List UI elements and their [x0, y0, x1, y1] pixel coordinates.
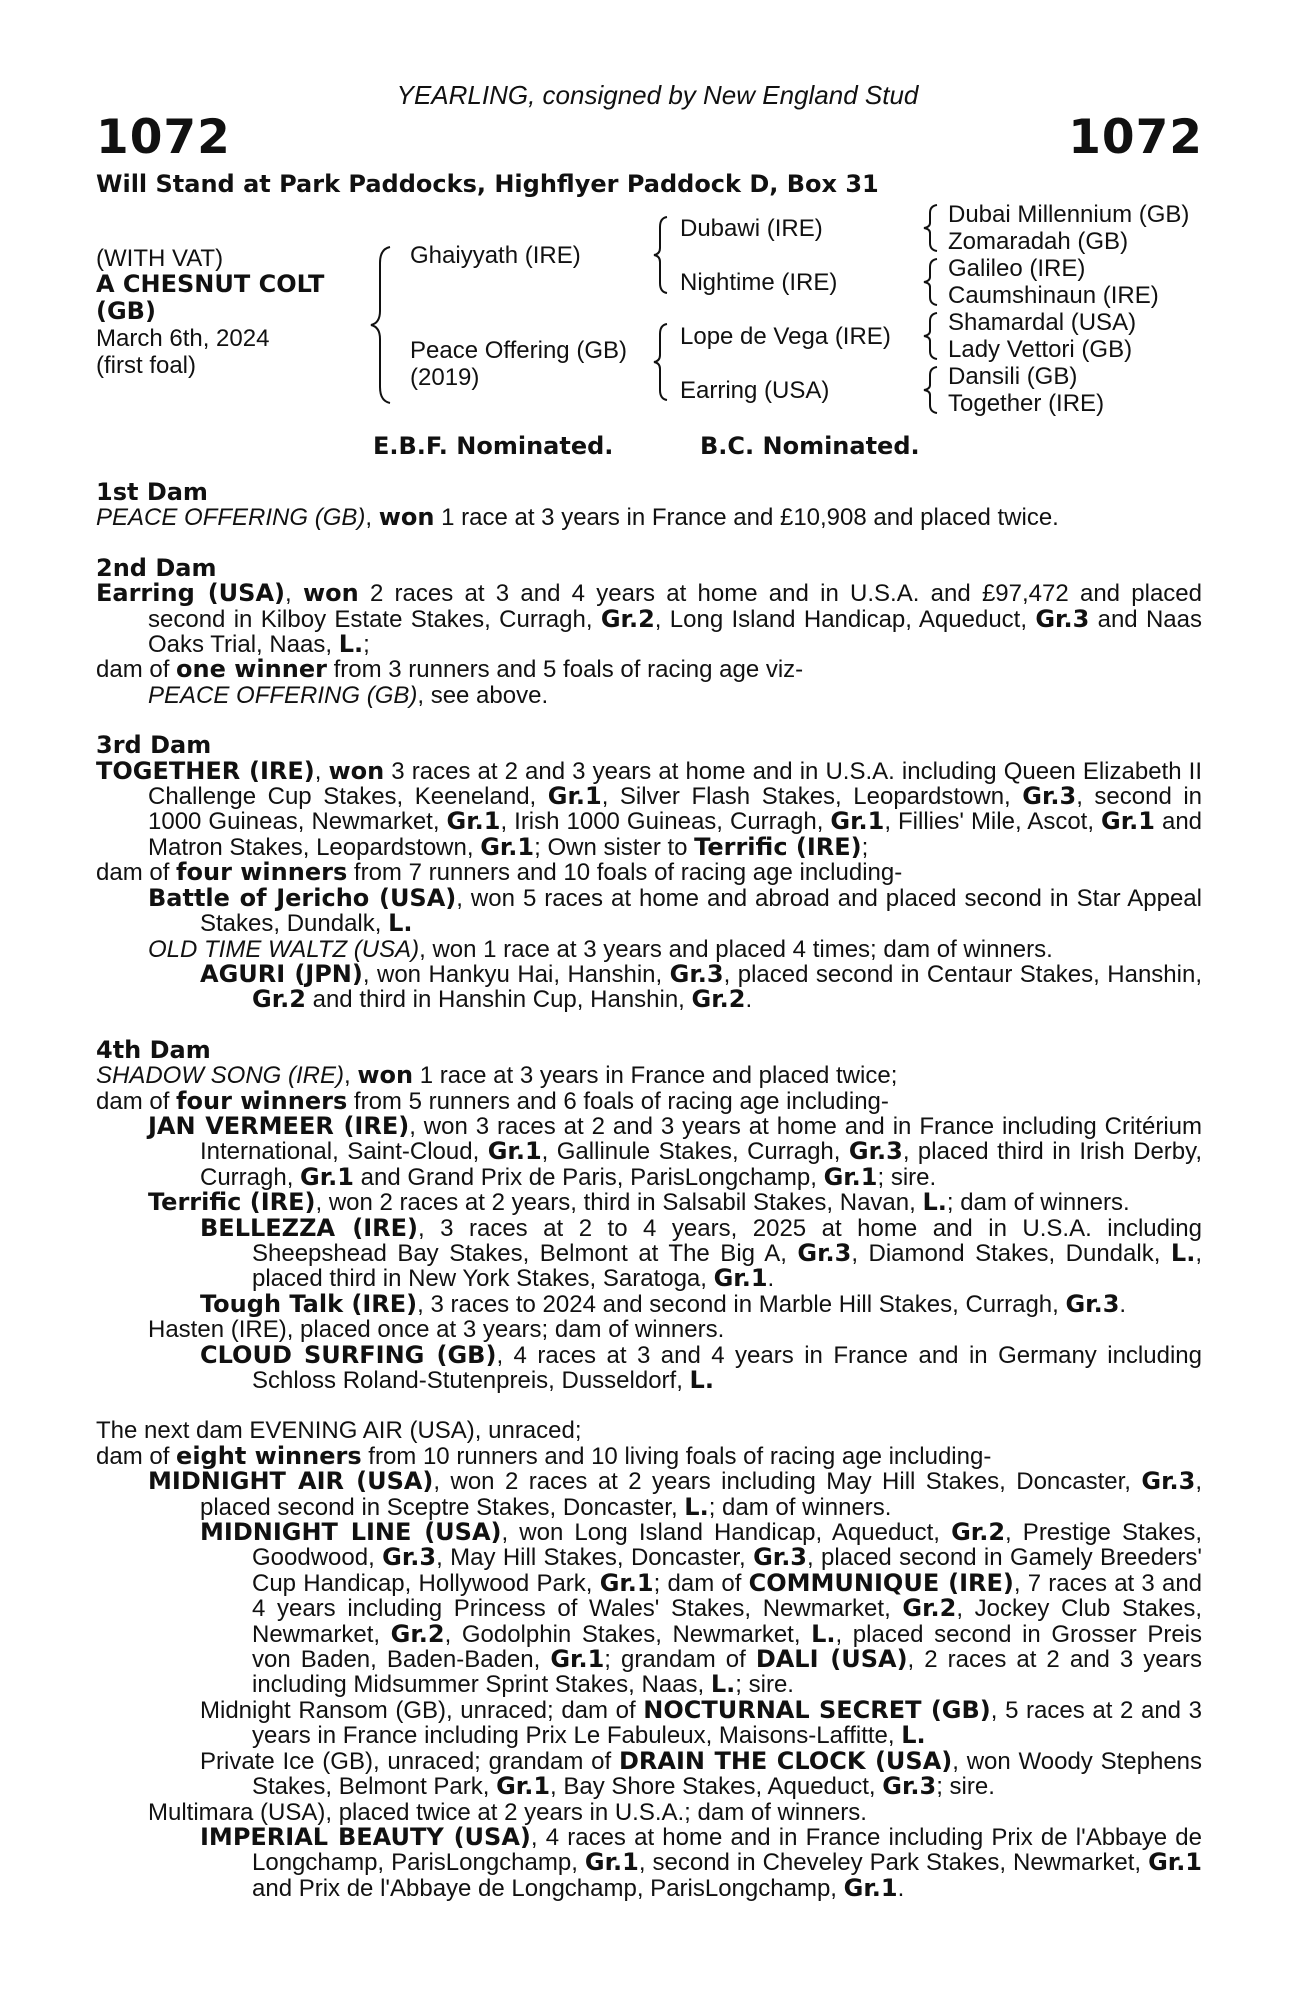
italic-text: SHADOW SONG (IRE): [96, 1062, 345, 1090]
bold-text: Gr.1: [1101, 807, 1155, 836]
pedigree-entry: [96, 937, 1202, 962]
text-run: , won 3 races at 2 and 3 years at home and in France including Critérium International, Saint-Cloud,: [200, 1112, 1202, 1166]
sire-name: Ghaiyyath (IRE): [410, 242, 581, 269]
text-run: ; sire.: [735, 1671, 794, 1699]
bold-text: Gr.2: [600, 604, 655, 633]
bold-text: Gr.1: [713, 1264, 768, 1293]
text-run: , 3 races to 2024 and second in Marble Hill Stakes, Curragh,: [417, 1290, 1066, 1318]
text-run: 3 races at 2 and 3 years at home and in U.S.A. including Queen Elizabeth II Challenge Cup Stakes, Keeneland,: [148, 757, 1202, 811]
bold-text: won: [357, 1061, 414, 1090]
bold-text: Gr.3: [1065, 1289, 1120, 1318]
dam-section: [96, 733, 1202, 1012]
bold-text: Gr.1: [599, 1568, 654, 1597]
bold-text: TOGETHER (IRE): [96, 756, 315, 785]
pedigree-entry: [96, 1289, 1202, 1318]
text-run: , 7 races at 3 and 4 years including Princess of Wales' Stakes, Newmarket,: [252, 1569, 1203, 1623]
bold-text: Gr.3: [1141, 1467, 1196, 1496]
text-run: , won 5 races at home and abroad and placed second in Star Appeal Stakes, Dundalk,: [200, 884, 1202, 938]
pedigree-entry: [96, 1520, 1202, 1698]
gen2-item: Dubawi (IRE): [680, 215, 823, 242]
text-run: ; sire.: [877, 1163, 937, 1191]
bold-text: CLOUD SURFING (GB): [200, 1340, 497, 1369]
text-run: and Naas Oaks Trial, Naas,: [148, 605, 1202, 659]
text-run: , won Woody Stephens Stakes, Belmont Park,: [252, 1747, 1203, 1801]
bold-text: Terrific (IRE): [148, 1188, 316, 1217]
bold-text: Earring (USA): [96, 579, 285, 608]
gen3-brace: [922, 311, 940, 361]
pedigree-entry: [96, 1469, 1202, 1520]
gen3-item: Galileo (IRE): [948, 255, 1086, 282]
gen3-item: Zomaradah (GB): [948, 228, 1129, 255]
dam-year: (2019): [410, 364, 480, 391]
bc-nomination: B.C. Nominated.: [700, 432, 920, 460]
gen3-brace: [922, 203, 940, 253]
dam-section: [96, 553, 1202, 709]
text-run: from 7 runners and 10 foals of racing age including-: [347, 859, 903, 887]
bold-text: Gr.1: [547, 782, 602, 811]
italic-text: PEACE OFFERING (GB): [96, 504, 366, 532]
text-run: , Jockey Club Stakes, Newmarket,: [252, 1595, 1203, 1648]
pedigree-entry: [96, 1418, 1202, 1443]
bold-text: Gr.1: [843, 1873, 898, 1902]
bold-text: Gr.3: [1035, 604, 1090, 633]
stand-location: Will Stand at Park Paddocks, Highflyer Paddock D, Box 31: [96, 170, 879, 198]
text-run: and Prix de l'Abbaye de Longchamp, ParisLongchamp,: [252, 1874, 844, 1902]
subject-name-line2: (GB): [96, 297, 156, 325]
text-run: 1 race at 3 years in France and placed twice;: [413, 1062, 898, 1090]
text-run: , placed second in Gamely Breeders' Cup Handicap, Hollywood Park,: [252, 1544, 1203, 1597]
gen3-item: Dubai Millennium (GB): [948, 201, 1190, 228]
ebf-nomination: E.B.F. Nominated.: [373, 432, 614, 460]
bold-text: MIDNIGHT AIR (USA): [148, 1467, 434, 1496]
dam-section: [96, 1418, 1202, 1901]
text-run: ,: [285, 580, 303, 608]
text-run: , placed second in Grosser Preis von Baden, Baden-Baden,: [252, 1620, 1203, 1674]
foal-note: (first foal): [96, 352, 197, 379]
text-run: 2 races at 3 and 4 years at home and in U.S.A. and £97,472 and placed second in Kilboy Estate Stakes, Curragh,: [148, 580, 1202, 633]
text-run: , Gallinule Stakes, Curragh,: [541, 1138, 849, 1166]
pedigree-entry: [96, 683, 1202, 708]
text-run: , won 1 race at 3 years and placed 4 times; dam of winners.: [419, 935, 1053, 963]
pedigree-entry: [96, 1746, 1203, 1801]
pedigree-entry: [96, 959, 1202, 1014]
bold-text: Gr.1: [1148, 1848, 1203, 1877]
text-run: , Prestige Stakes, Goodwood,: [252, 1519, 1202, 1572]
pedigree-entry: [96, 581, 1202, 657]
bold-text: L.: [689, 1366, 714, 1394]
text-run: , 4 races at 3 and 4 years in France and in Germany including Schloss Roland-Stutenpreis, Dusseldorf,: [252, 1341, 1202, 1394]
bold-text: Gr.1: [823, 1162, 878, 1191]
bold-text: Gr.3: [753, 1543, 808, 1572]
text-run: from 10 runners and 10 living foals of racing age including-: [361, 1442, 992, 1470]
text-run: ,: [344, 1062, 358, 1090]
text-run: , Silver Flash Stakes, Leopardstown,: [601, 783, 1023, 811]
dam-name: Peace Offering (GB): [410, 337, 627, 364]
pedigree-entry: [96, 1213, 1202, 1293]
text-run: ; grandam of: [604, 1646, 756, 1674]
bold-text: DRAIN THE CLOCK (USA): [618, 1746, 953, 1775]
bold-text: MIDNIGHT LINE (USA): [200, 1518, 502, 1547]
bold-text: Gr.2: [951, 1518, 1006, 1547]
bold-text: four winners: [176, 1086, 348, 1115]
text-run: , Fillies' Mile, Ascot,: [884, 808, 1102, 836]
text-run: ; sire.: [936, 1773, 995, 1801]
bold-text: Gr.1: [446, 807, 501, 836]
bold-text: Gr.2: [252, 985, 306, 1014]
bold-text: L.: [710, 1670, 736, 1699]
text-run: , 5 races at 2 and 3 years in France including Prix Le Fabuleux, Maisons-Laffitte,: [252, 1696, 1202, 1750]
text-run: , second in 1000 Guineas, Newmarket,: [148, 783, 1203, 836]
text-run: .: [897, 1874, 905, 1902]
bold-text: Gr.3: [882, 1772, 937, 1801]
lot-number-left: 1072: [96, 110, 231, 165]
pedigree-entry: [96, 657, 1202, 682]
bold-text: Gr.1: [584, 1848, 639, 1877]
section-heading: 3rd Dam: [96, 731, 212, 760]
bold-text: Gr.3: [797, 1238, 852, 1267]
family-details: [96, 480, 1202, 1926]
text-run: Multimara (USA), placed twice at 2 years in U.S.A.; dam of winners.: [148, 1798, 867, 1826]
text-run: , placed second in Sceptre Stakes, Doncaster,: [200, 1468, 1203, 1521]
bold-text: L.: [388, 909, 413, 938]
text-run: ; Own sister to: [534, 833, 695, 861]
text-run: and Matron Stakes, Leopardstown,: [148, 808, 1203, 861]
text-run: Hasten (IRE), placed once at 3 years; dam of winners.: [148, 1316, 725, 1344]
bold-text: Gr.3: [1022, 782, 1077, 811]
text-run: ; dam of winners.: [946, 1189, 1130, 1217]
pedigree-entry: [96, 505, 1202, 530]
bold-text: L.: [338, 630, 364, 659]
bold-text: won: [328, 756, 385, 785]
text-run: , Diamond Stakes, Dundalk,: [851, 1239, 1171, 1267]
text-run: , won 2 races at 2 years, third in Salsabil Stakes, Navan,: [315, 1189, 923, 1217]
bold-text: Gr.3: [382, 1543, 437, 1572]
bold-text: L.: [684, 1492, 709, 1521]
text-run: from 5 runners and 6 foals of racing age including-: [347, 1087, 889, 1115]
lot-number-right: 1072: [1068, 110, 1203, 165]
text-run: , won Hankyu Hai, Hanshin,: [362, 960, 670, 988]
text-run: and Grand Prix de Paris, ParisLongchamp,: [353, 1163, 824, 1191]
dam-brace: [652, 322, 670, 402]
sire-brace: [652, 215, 670, 295]
text-run: , placed third in Irish Derby, Curragh,: [200, 1138, 1203, 1191]
bold-text: JAN VERMEER (IRE): [148, 1111, 410, 1140]
gen3-item: Caumshinaun (IRE): [948, 282, 1159, 309]
text-run: and third in Hanshin Cup, Hanshin,: [305, 986, 692, 1014]
bold-text: eight winners: [176, 1441, 362, 1470]
bold-text: Gr.1: [550, 1645, 605, 1674]
gen2-item: Earring (USA): [680, 377, 830, 404]
gen2-item: Lope de Vega (IRE): [680, 323, 891, 350]
vat-note: (WITH VAT): [96, 245, 224, 272]
text-run: , Bay Shore Stakes, Aqueduct,: [550, 1773, 883, 1801]
text-run: , won 2 races at 2 years including May Hill Stakes, Doncaster,: [433, 1468, 1142, 1496]
bold-text: Gr.3: [669, 959, 724, 988]
section-heading: 1st Dam: [96, 478, 208, 506]
gen2-item: Nightime (IRE): [680, 269, 838, 296]
text-run: dam of: [96, 1087, 177, 1115]
pedigree-entry: [96, 1086, 1202, 1115]
pedigree-entry: [96, 1063, 1202, 1088]
text-run: Midnight Ransom (GB), unraced; dam of: [200, 1696, 644, 1724]
text-run: , Irish 1000 Guineas, Curragh,: [500, 808, 831, 836]
gen3-item: Shamardal (USA): [948, 309, 1137, 336]
text-run: dam of: [96, 656, 177, 684]
gen3-item: Lady Vettori (GB): [948, 336, 1133, 363]
bold-text: Tough Talk (IRE): [200, 1289, 418, 1318]
text-run: , 3 races at 2 to 4 years, 2025 at home and in U.S.A. including Sheepshead Bay Stakes, Belmont at The Big A,: [252, 1214, 1202, 1267]
pedigree-entry: [96, 883, 1202, 938]
text-run: , placed second in Centaur Stakes, Hanshin,: [723, 960, 1202, 988]
text-run: , Godolphin Stakes, Newmarket,: [444, 1620, 812, 1648]
bold-text: L.: [922, 1188, 947, 1217]
bold-text: Gr.3: [848, 1137, 903, 1166]
pedigree-entry: [96, 756, 1203, 861]
bold-text: Battle of Jericho (USA): [148, 883, 457, 912]
pedigree-entry: [96, 1111, 1203, 1191]
italic-text: PEACE OFFERING (GB): [148, 681, 418, 709]
bold-text: Gr.1: [487, 1137, 542, 1166]
text-run: ; dam of winners.: [708, 1493, 892, 1521]
text-run: , Long Island Handicap, Aqueduct,: [654, 605, 1036, 633]
bold-text: BELLEZZA (IRE): [200, 1213, 418, 1242]
bold-text: Terrific (IRE): [694, 832, 862, 861]
italic-text: OLD TIME WALTZ (USA): [148, 935, 420, 963]
gen3-brace: [922, 257, 940, 307]
bold-text: Gr.2: [691, 985, 746, 1014]
bold-text: Gr.1: [300, 1162, 354, 1191]
text-run: ;: [363, 631, 370, 659]
dam-section: [96, 480, 1202, 531]
pedigree-entry: [96, 860, 1202, 885]
bold-text: NOCTURNAL SECRET (GB): [643, 1695, 991, 1724]
pedigree-main-brace: [368, 245, 394, 405]
text-run: Private Ice (GB), unraced; grandam of: [200, 1747, 619, 1775]
bold-text: Gr.2: [390, 1619, 445, 1648]
bold-text: won: [378, 503, 435, 532]
pedigree-entry: [96, 1317, 1202, 1342]
gen3-item: Together (IRE): [948, 390, 1105, 417]
bold-text: Gr.1: [830, 807, 885, 836]
gen3-brace: [922, 365, 940, 415]
text-run: dam of: [96, 859, 177, 887]
text-run: , 4 races at home and in France including Prix de l'Abbaye de Longchamp, ParisLongchamp,: [252, 1823, 1202, 1877]
text-run: , placed third in New York Stakes, Saratoga,: [252, 1239, 1202, 1293]
text-run: , see above.: [417, 681, 549, 709]
text-run: ,: [365, 504, 379, 532]
text-run: The next dam EVENING AIR (USA), unraced;: [96, 1417, 582, 1445]
bold-text: AGURI (JPN): [200, 959, 363, 988]
bold-text: L.: [811, 1619, 836, 1648]
text-run: , 2 races at 2 and 3 years including Midsummer Sprint Stakes, Naas,: [252, 1646, 1202, 1699]
text-run: , won Long Island Handicap, Aqueduct,: [501, 1519, 952, 1547]
bold-text: four winners: [176, 858, 348, 887]
text-run: , second in Cheveley Park Stakes, Newmarket,: [638, 1849, 1149, 1877]
bold-text: COMMUNIQUE (IRE): [748, 1568, 1014, 1597]
bold-text: one winner: [176, 655, 327, 684]
text-run: ; dam of: [653, 1569, 749, 1597]
text-run: from 3 runners and 5 foals of racing age viz-: [326, 656, 804, 684]
bold-text: L.: [901, 1721, 926, 1750]
text-run: 1 race at 3 years in France and £10,908 and placed twice.: [434, 504, 1059, 532]
text-run: .: [745, 986, 753, 1014]
text-run: ;: [861, 833, 869, 861]
section-heading: 4th Dam: [96, 1035, 211, 1064]
subject-name-line1: A CHESNUT COLT: [96, 270, 325, 298]
section-heading: 2nd Dam: [96, 553, 217, 582]
bold-text: IMPERIAL BEAUTY (USA): [200, 1822, 531, 1851]
consignment-line: YEARLING, consigned by New England Stud: [396, 80, 919, 110]
text-run: .: [767, 1265, 775, 1293]
text-run: , May Hill Stakes, Doncaster,: [436, 1544, 754, 1572]
bold-text: Gr.2: [902, 1594, 957, 1623]
text-run: .: [1119, 1290, 1127, 1318]
bold-text: DALI (USA): [755, 1645, 908, 1674]
bold-text: L.: [1170, 1238, 1196, 1267]
dam-section: [96, 1035, 1203, 1394]
foaling-date: March 6th, 2024: [96, 325, 270, 352]
pedigree-entry: [96, 1441, 1202, 1470]
pedigree-entry: [96, 1800, 1202, 1825]
pedigree-entry: [96, 1340, 1202, 1394]
pedigree-entry: [96, 1695, 1202, 1750]
text-run: ,: [314, 757, 329, 785]
text-run: dam of: [96, 1442, 177, 1470]
pedigree-entry: [96, 1822, 1203, 1902]
gen3-item: Dansili (GB): [948, 363, 1078, 390]
bold-text: Gr.1: [480, 832, 535, 861]
pedigree-entry: [96, 1190, 1202, 1215]
bold-text: won: [302, 579, 359, 608]
bold-text: Gr.1: [496, 1772, 551, 1801]
